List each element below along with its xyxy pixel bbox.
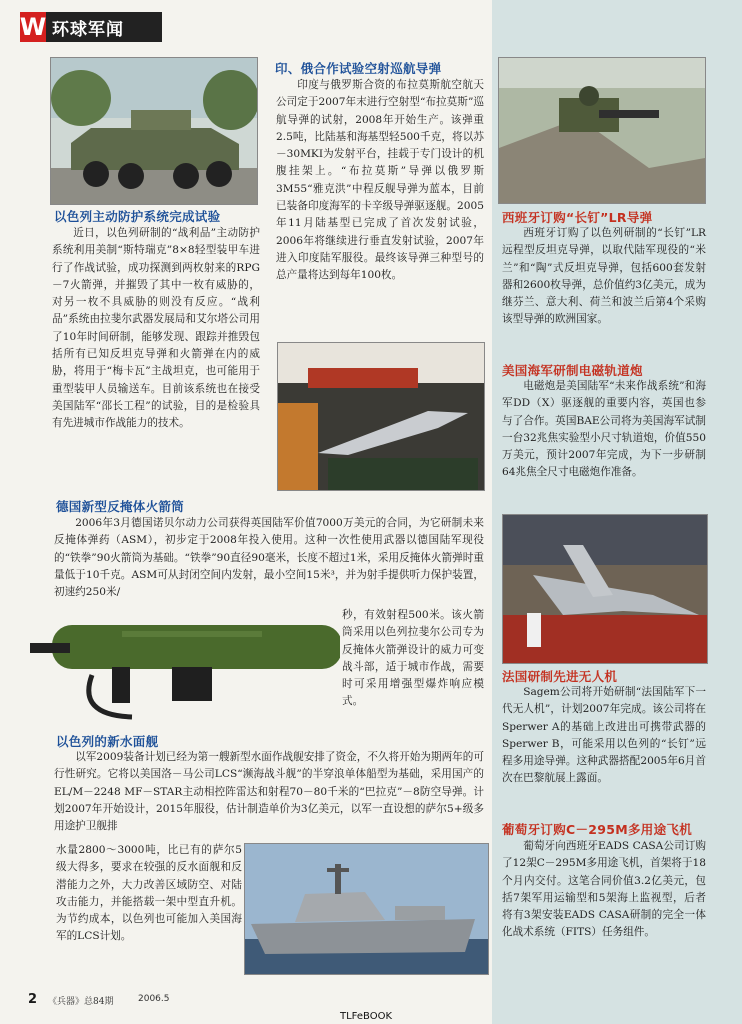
railgun-article-title: 美国海军研制电磁轨道炮 <box>502 363 643 378</box>
railgun-article-body <box>502 378 706 508</box>
france-article-body <box>502 684 706 814</box>
india-article-text: 印度与俄罗斯合资的布拉莫斯航空航天公司定于2007年末进行空射型“布拉莫斯”巡航导弹的试射，2008年开始生产。该弹重2.5吨，比陆基和海基型轻500千克，将以苏－30MKI为发射平台，挂载于专门设计的机腹挂架上。“布拉莫斯”导弹以俄罗斯3M55“雅克洪”中程反舰导弹为蓝本，目前已装备印度海军的卡辛级导弹驱逐舰。2005年11月陆基型已完成了首次发射试验，2006年将继续进行垂直发射试验，2007年进入印度陆军服役。最终该导弹三种型号的总产量将达到每年100枚。 <box>276 79 484 282</box>
drone-hangar-photo <box>502 514 708 664</box>
india-article-title: 印、俄合作试验空射巡航导弹 <box>275 61 442 76</box>
portugal-article-title: 葡萄牙订购C－295M多用途飞机 <box>502 822 693 837</box>
portugal-article-text: 葡萄牙向西班牙EADS CASA公司订购了12架C－295M多用途飞机，首架将于18个月内交付。这笔合同价值3.2亿美元，包括7架军用运输型和5架海上监视型，后者将有3架安装EADS CASA研制的完全一体化战术系统（FITS）任务组件。 <box>502 840 706 939</box>
germany-article-text-1: 2006年3月德国诺贝尔动力公司获得英国陆军价值7000万美元的合同，为它研制未来反掩体弹药（ASM），初步定于2008年投入使用。这种一次性使用武器以德国陆军现役的“铁拳”90火箭筒为基础。“铁拳”90直径90毫米，长度不超过1米，采用反掩体火箭弹时重量低于10千克。ASM可从封闭空间内发射，最小空间15米³，并为射手提供听力保护装置，初速约250米/ <box>54 517 484 599</box>
portugal-article-body <box>502 838 706 978</box>
germany-article-body1 <box>54 515 484 607</box>
india-article-body <box>276 77 484 339</box>
ship-article-text-2: 水量2800～3000吨，比已有的萨尔5级大得多，要求在较强的反水面舰和反潜能力之外，大力改善区域防空、对陆攻击能力，并能搭载一架中型直升机。为节约成本，以色列也可能加入美国海军的LCS计划。 <box>56 844 242 943</box>
ship-article-body2 <box>56 842 242 978</box>
israel-article-body <box>52 225 260 490</box>
germany-article-text-2: 秒，有效射程500米。该火箭筒采用以色列拉斐尔公司专为反掩体火箭弹设计的威力可变战斗部，适于城市作战，需要时可采用增强型爆炸响应模式。 <box>342 609 484 708</box>
rocket-launcher-photo <box>22 605 340 725</box>
railgun-article-text: 电磁炮是美国陆军“未来作战系统”和海军DD（X）驱逐舰的重要内容，英国也参与了合作。英国BAE公司将为美国海军试制一台32兆焦实验型小尺寸轨道炮，价值550万美元，预计2007年完成，为下一步研制64兆焦全尺寸电磁炮作准备。 <box>502 380 706 479</box>
spain-article-text: 西班牙订购了以色列研制的“长钉”LR远程型反坦克导弹，以取代陆军现役的“米兰”和“陶”式反坦克导弹，包括600套发射器和2600枚导弹，总价值约3亿美元，成为继芬兰、意大利、荷兰和波兰后第4个采购该型导弹的欧洲国家。 <box>502 227 706 326</box>
israel-article-text: 近日，以色列研制的“战利品”主动防护系统利用美制“斯特瑞克”8×8轻型装甲车进行了作战试验，成功探测到两枚射来的RPG－7火箭弹，并摧毁了其中一枚有威胁的，对另一枚不具威胁的则没有反应。“战利品”系统由拉斐尔武器发展局和艾尔塔公司用了10年时间研制，能够发现、跟踪并推毁包括所有已知反坦克导弹和火箭弹在内的威胁，将用于“梅卡瓦”主战坦克，也可能用于重型装甲人员输送车。目前该系统也在接受美国陆军“邵长工程”的试验，目的是检验具有先进城市作战能力的技术。 <box>52 227 260 430</box>
warship-photo <box>244 843 489 975</box>
section-masthead <box>20 12 162 42</box>
israel-article-title: 以色列主动防护系统完成试验 <box>54 209 221 224</box>
stryker-vehicle-photo <box>50 57 258 205</box>
spike-missile-soldiers-photo <box>498 57 706 204</box>
brahmos-expo-photo <box>277 342 485 491</box>
spain-article-body <box>502 225 706 357</box>
masthead-logo: W <box>19 13 47 41</box>
france-article-title: 法国研制先进无人机 <box>502 669 618 684</box>
spain-article-title: 西班牙订购“长钉”LR导弹 <box>502 210 653 225</box>
magazine-name: 《兵器》总84期 <box>48 997 114 1007</box>
france-article-text: Sagem公司将开始研制“法国陆军下一代无人机”，计划2007年完成。该公司将在Sperwer A的基础上改进出可携带武器的Sperwer B，可能采用以色列的“长钉”远程多用途导弹。这种武器搭配2005年6月首次在巴黎航展上露面。 <box>502 686 706 785</box>
page-number: 2 <box>28 992 38 1007</box>
ship-article-body1 <box>54 749 484 841</box>
masthead-title: 环球军闻 <box>52 19 124 40</box>
ship-article-title: 以色列的新水面舰 <box>56 734 159 749</box>
issue-date: 2006.5 <box>138 994 170 1004</box>
germany-article-title: 德国新型反掩体火箭筒 <box>56 499 185 514</box>
ship-article-text-1: 以军2009装备计划已经为第一艘新型水面作战舰安排了资金，不久将开始为期两年的可行性研究。它将以美国洛－马公司LCS“濒海战斗舰”的半穿浪单体船型为基础，采用国产的EL/M－2248 MF－STAR主动相控阵雷达和射程70－80千米的“巴拉克”－8防空导弹。计划2007年开始设计，2015年服役，估计制造单价为3亿美元，以军一直设想的萨尔5+级多用途护卫舰排 <box>54 751 484 833</box>
germany-article-body2 <box>342 607 484 725</box>
source-watermark: TLFeBOOK <box>340 1011 393 1022</box>
